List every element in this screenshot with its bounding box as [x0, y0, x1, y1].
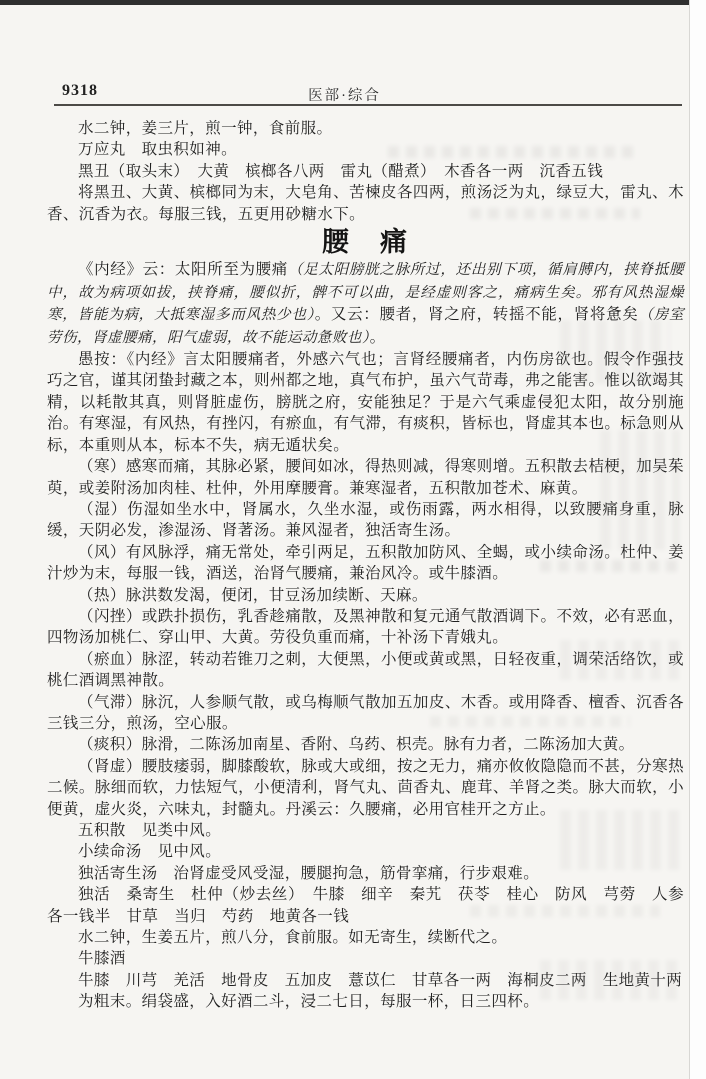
section-title: 腰 痛: [322, 227, 409, 258]
entry-wind: （风）有风脉浮，痛无常处，牵引两足，五积散加防风、全蝎，或小续命汤。杜仲、姜汁炒为末，每服一钱，酒送，治肾气腰痛，兼治风冷。或牛膝酒。: [47, 543, 684, 583]
heichou-ingredients-line: 黑丑（取头末） 大黄 槟榔各八两 雷丸（醋煮） 木香各一两 沉香五钱: [78, 162, 604, 180]
wanyingwan-line: 万应丸 取虫积如神。: [78, 141, 238, 159]
entry-blood-stasis: （瘀血）脉涩，转动若锥刀之刺，大便黑，小便或黄或黑，日轻夜重，调荣活络饮，或桃仁酒调黑神散。: [47, 650, 684, 690]
formula-niuxijiu-title: 牛膝酒: [78, 950, 126, 968]
neijing-main-1: 《内经》云：太阳所至为腰痛: [78, 261, 288, 279]
paragraph-commentary: 愚按：《内经》言太阳腰痛者，外感六气也；言肾经腰痛者，内伤房欲也。假令作强技巧之官，谨其闭蛰封藏之本，则州都之地，真气布护，虽六气苛毒，弗之能害。惟以欲竭其精，以耗散其真，则肾脏虚伤，膀胱之府，安能独足？于是六气乘虚侵犯太阳，故分别施治。有寒湿，有风热，有挫闪，有瘀血，有气滞，有痰积，皆标也，肾虚其本也。标急则从标，本重则从本，标本不失，病无遁状矣。: [47, 351, 684, 454]
formula-duhuojisheng-intro: 独活寄生汤 治肾虚受风受湿，腰腿拘急，筋骨挛痛，行步艰难。: [78, 864, 540, 882]
header-rule: [54, 104, 682, 106]
entry-sprain: （闪挫）或跌扑损伤，乳香趁痛散，及黑神散和复元通气散酒调下。不效，必有恶血，四物汤加桃仁、穿山甲、大黄。劳役负重而痛，十补汤下青娥丸。: [47, 607, 684, 647]
heichou-method-paragraph: 将黑丑、大黄、槟榔同为末，大皂角、苦楝皮各四两，煎汤泛为丸，绿豆大，雷丸、木香、沉香为衣。每服三钱，五更用砂糖水下。: [47, 184, 684, 223]
page-body-text: [47, 118, 684, 1013]
recipe-usage-line: 水二钟，姜三片，煎一钟，食前服。: [78, 120, 333, 137]
book-section-title: 医部·综合: [308, 88, 381, 104]
paragraph-neijing: [47, 259, 684, 349]
neijing-annotation-1: （足太阳膀胱之脉所过，还出别下项，循肩膊内，挟脊抵腰中，故为病项如拔，挟脊痛，腰似折，髀不可以曲，是经虚则客之，痛病生矣。邪有风热湿燥寒，皆能为病，大抵寒湿多而风热少也）: [47, 262, 684, 324]
formula-xiaoxuming: 小续命汤 见中风。: [78, 843, 222, 861]
entry-heat: （热）脉洪数发渴，便闭，甘豆汤加续断、天麻。: [78, 586, 428, 604]
neijing-main-3: 。: [369, 328, 386, 346]
formula-duhuojisheng-ingredients: 独活 桑寄生 杜仲（炒去丝） 牛膝 细辛 秦艽 茯苓 桂心 防风 芎䓖 人参各一钱半 甘草 当归 芍药 地黄各一钱: [47, 886, 684, 925]
entry-phlegm: （痰积）脉滑，二陈汤加南星、香附、乌药、枳壳。脉有力者，二陈汤加大黄。: [78, 736, 635, 754]
entry-cold: （寒）感寒而痛，其脉必紧，腰间如冰，得热则减，得寒则增。五积散去桔梗，加吴茱萸，或姜附汤加肉桂、杜仲，外用摩腰膏。兼寒湿者，五积散加苍术、麻黄。: [47, 458, 684, 497]
neijing-main-2: 。又云：腰者，肾之府，转摇不能，肾将惫矣: [314, 306, 639, 324]
entry-damp: （湿）伤湿如坐水中，肾属水，久坐水湿，或伤雨露，两水相得，以致腰痛身重，脉缓，天阴必发，渗湿汤、肾著汤。兼风湿者，独活寄生汤。: [47, 500, 684, 540]
scan-background-strip: [689, 0, 706, 1079]
page-number: 9318: [62, 82, 98, 99]
neijing-annotation-2: （房室劳伤，肾虚腰痛，阳气虚弱，故不能运动惫败也）: [47, 307, 685, 346]
entry-kidney-deficiency: （肾虚）腰肢痿弱，脚膝酸软，脉或大或细，按之无力，痛亦攸攸隐隐而不甚，分寒热二候。脉细而软，力怯短气，小便清利，肾气丸、茴香丸、鹿茸、羊肾之类。脉大而软，小便黄，虚火炎，六味丸，封髓丸。丹溪云：久腰痛，必用官桂开之方止。: [47, 757, 684, 818]
formula-niuxijiu-method: 为粗末。绢袋盛，入好酒二斗，浸二七日，每服一杯，日三四杯。: [78, 993, 540, 1011]
top-edge-bar: [0, 0, 689, 5]
page-header: [0, 82, 689, 102]
formula-niuxijiu-ingredients: 牛膝 川芎 羌活 地骨皮 五加皮 薏苡仁 甘草各一两 海桐皮二两 生地黄十两: [78, 971, 683, 989]
formula-duhuojisheng-usage: 水二钟，生姜五片，煎八分，食前服。如无寄生，续断代之。: [78, 929, 508, 947]
formula-wujisan: 五积散 见类中风。: [78, 822, 222, 839]
entry-qi-stagnation: （气滞）脉沉，人参顺气散，或乌梅顺气散加五加皮、木香。或用降香、檀香、沉香各三钱三分，煎汤，空心服。: [47, 693, 684, 732]
